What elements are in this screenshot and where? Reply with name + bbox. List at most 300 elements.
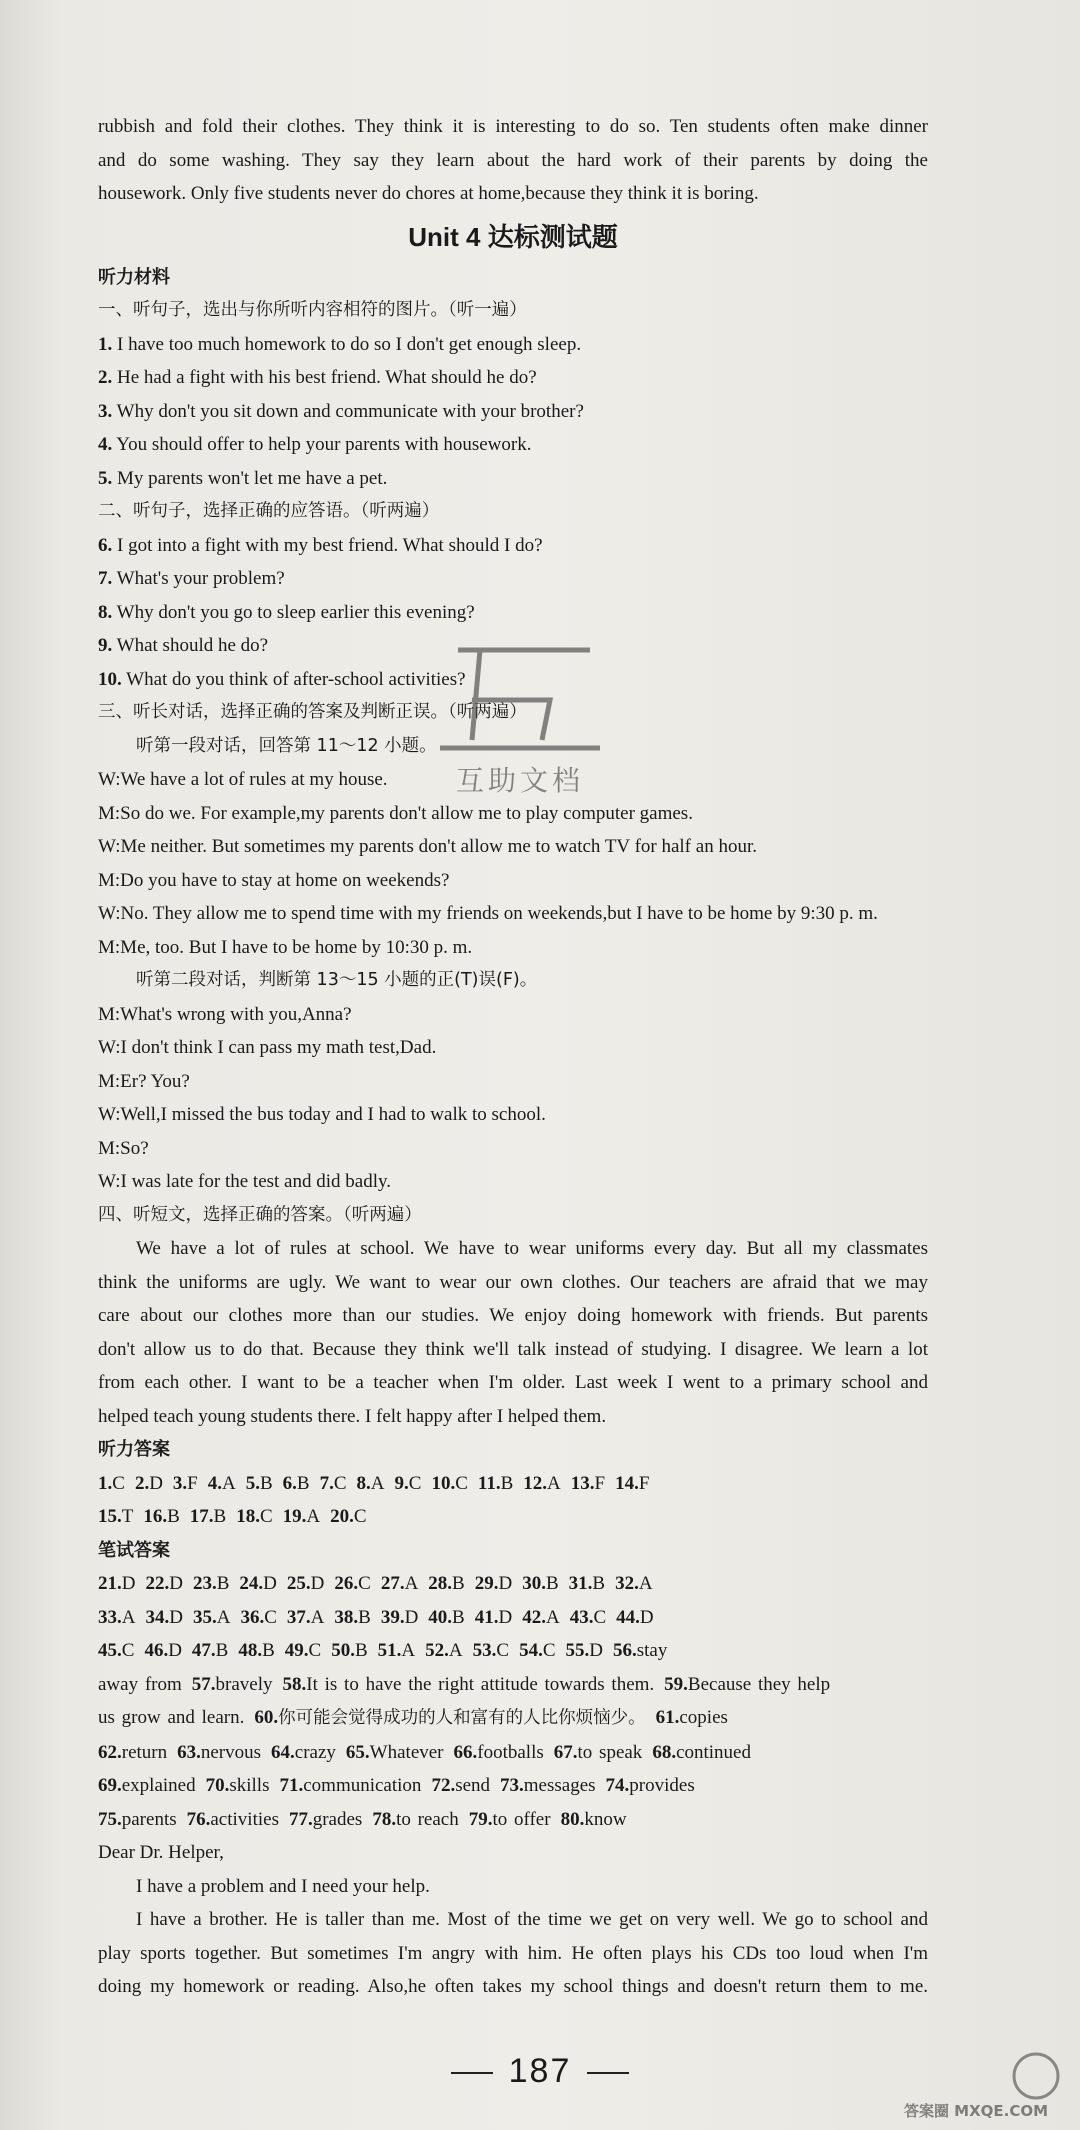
answer-number: 38. xyxy=(334,1606,359,1628)
answer-number: 44. xyxy=(616,1606,640,1628)
answer-item xyxy=(571,1473,605,1494)
list-item: 8. Why don't you go to sleep earlier this evening? xyxy=(98,601,475,623)
answer-number: 3. xyxy=(172,1472,188,1494)
answer-number: 48. xyxy=(238,1640,263,1661)
answer-value: B xyxy=(216,1573,230,1594)
answer-number: 62. xyxy=(98,1741,122,1763)
answer-value: A xyxy=(370,1472,385,1494)
answer-number: 40. xyxy=(428,1606,453,1628)
answer-item xyxy=(554,1742,643,1763)
answer-value: A xyxy=(448,1640,463,1661)
answer-number: 21. xyxy=(98,1573,122,1594)
answer-value: It is to have the right attitude towards them. xyxy=(306,1673,655,1695)
answer-item xyxy=(193,1573,229,1594)
answer-item xyxy=(428,1573,464,1594)
answer-value: C xyxy=(264,1606,277,1628)
answer-item xyxy=(98,1707,244,1728)
answer-item xyxy=(190,1506,226,1527)
answer-row xyxy=(98,1500,928,1534)
answer-value: to speak xyxy=(577,1741,643,1763)
answer-value: B xyxy=(354,1640,368,1661)
answer-row xyxy=(98,1769,928,1803)
answer-item xyxy=(613,1640,667,1661)
answer-number: 4. xyxy=(207,1472,222,1494)
answer-item xyxy=(431,1473,467,1494)
dialog-line: M:Do you have to stay at home on weekends? xyxy=(98,869,450,891)
answer-value: nervous xyxy=(200,1741,262,1763)
dialog-line: W:We have a lot of rules at my house. xyxy=(98,769,388,790)
answer-item xyxy=(454,1742,544,1763)
answer-item xyxy=(246,1473,273,1494)
answer-item xyxy=(98,1607,135,1628)
answer-value: A xyxy=(216,1606,231,1628)
answer-value: skills xyxy=(229,1775,270,1796)
answer-value: B xyxy=(259,1472,273,1494)
answer-item xyxy=(173,1473,198,1494)
passage-line: helped teach young students there. I felt happy after I helped them. xyxy=(98,1405,607,1427)
answer-value: know xyxy=(584,1808,627,1830)
dialog-line: M:Er? You? xyxy=(98,1070,190,1092)
answer-number: 41. xyxy=(474,1606,499,1628)
answer-value: send xyxy=(455,1775,491,1796)
answer-item xyxy=(238,1640,274,1661)
answer-item xyxy=(98,1742,167,1763)
answer-number: 39. xyxy=(380,1606,405,1628)
dialog-line: W:No. They allow me to spend time with my friends on weekends,but I have to be home by 9:30 p. m. xyxy=(98,903,878,924)
answer-row xyxy=(98,1701,928,1736)
list-item: 6. I got into a fight with my best friend. What should I do? xyxy=(98,534,543,556)
answer-value: footballs xyxy=(477,1741,544,1763)
answer-number: 77. xyxy=(288,1808,313,1830)
answer-number: 72. xyxy=(431,1775,456,1796)
intro-line-3: housework. Only five students never do chores at home,because they think it is boring. xyxy=(98,183,759,204)
answer-item xyxy=(240,1607,276,1628)
passage-line: from each other. I want to be a teacher when I'm older. Last week I went to a primary school and xyxy=(98,1372,928,1393)
answer-number: 43. xyxy=(569,1606,594,1628)
answer-item xyxy=(208,1473,236,1494)
list-item: 5. My parents won't let me have a pet. xyxy=(98,467,388,489)
answer-value: B xyxy=(452,1573,465,1594)
answer-value: T xyxy=(121,1506,134,1527)
answer-number: 66. xyxy=(453,1741,478,1763)
answer-number: 34. xyxy=(145,1606,170,1628)
answer-value: C xyxy=(112,1472,125,1494)
answer-item xyxy=(522,1607,559,1628)
answer-number: 30. xyxy=(522,1573,546,1594)
answer-number: 70. xyxy=(205,1775,230,1796)
answer-item xyxy=(381,1573,418,1594)
answer-item xyxy=(561,1809,627,1830)
answer-number: 73. xyxy=(500,1775,524,1796)
answer-row xyxy=(98,1567,928,1601)
answer-value: stay xyxy=(636,1640,668,1661)
answer-number: 7. xyxy=(319,1472,334,1494)
part4-heading: 四、听短文，选择正确的答案。（听两遍） xyxy=(98,1204,422,1225)
dialog-line: W:Well,I missed the bus today and I had to walk to school. xyxy=(98,1104,546,1125)
answer-number: 74. xyxy=(605,1775,630,1796)
answer-value: D xyxy=(149,1472,163,1494)
answer-item xyxy=(239,1573,276,1594)
answer-item xyxy=(145,1573,182,1594)
part2-heading: 二、听句子，选择正确的应答语。（听两遍） xyxy=(98,501,440,521)
footer-dash-left xyxy=(451,2072,493,2074)
answer-item xyxy=(478,1473,513,1494)
answer-item xyxy=(283,1506,320,1527)
answer-value: C xyxy=(121,1640,135,1661)
answer-value: D xyxy=(168,1640,182,1661)
answer-row xyxy=(98,1668,928,1702)
answer-value: A xyxy=(121,1606,136,1628)
answer-number: 42. xyxy=(522,1606,546,1628)
answer-value: grades xyxy=(312,1808,363,1830)
watermark-corner-text: 答案圈 MXQE.COM xyxy=(903,2102,1049,2120)
answer-value: A xyxy=(401,1640,416,1661)
answer-item xyxy=(381,1607,418,1628)
dialog-line: W:I was late for the test and did badly. xyxy=(98,1171,391,1192)
answer-item xyxy=(334,1607,370,1628)
answer-value: activities xyxy=(210,1808,279,1830)
letter-line: I have a brother. He is taller than me. Most of the time we get on very well. We go to school and xyxy=(136,1909,928,1930)
answer-item xyxy=(279,1775,421,1796)
dialog-line: M:So do we. For example,my parents don't allow me to play computer games. xyxy=(98,802,693,824)
dialog-line: M:Me, too. But I have to be home by 10:30 p. m. xyxy=(98,936,473,958)
answer-number: 50. xyxy=(331,1640,355,1661)
answer-value: A xyxy=(310,1606,325,1628)
answer-item xyxy=(206,1775,270,1796)
answer-number: 8. xyxy=(356,1472,371,1494)
answer-item xyxy=(192,1674,273,1695)
answer-item xyxy=(287,1573,324,1594)
intro-line-1: rubbish and fold their clothes. They think it is interesting to do so. Ten students often make dinner xyxy=(98,116,928,137)
answer-number: 13. xyxy=(570,1472,595,1494)
answer-item xyxy=(395,1473,422,1494)
answer-number: 23. xyxy=(192,1573,217,1594)
answer-number: 17. xyxy=(189,1506,214,1527)
answer-value: C xyxy=(408,1472,422,1494)
answer-number: 63. xyxy=(177,1741,201,1763)
answer-number: 78. xyxy=(372,1808,397,1830)
answer-number: 46. xyxy=(144,1640,169,1661)
answer-value: D xyxy=(404,1606,419,1628)
answer-row xyxy=(98,1467,928,1501)
answer-value: to reach xyxy=(396,1808,459,1830)
answer-number: 75. xyxy=(98,1808,122,1830)
answer-number: 54. xyxy=(519,1640,543,1661)
dialog-line: W:I don't think I can pass my math test,Dad. xyxy=(98,1037,437,1058)
answer-number: 28. xyxy=(428,1573,453,1594)
answer-number: 76. xyxy=(186,1808,211,1830)
part1-list xyxy=(98,328,928,496)
answer-value: C xyxy=(593,1606,607,1628)
part4-passage xyxy=(98,1232,928,1433)
answer-number: 2. xyxy=(134,1472,150,1494)
answer-value: B xyxy=(592,1573,606,1594)
answer-value: A xyxy=(638,1573,653,1594)
answer-value: bravely xyxy=(215,1673,273,1695)
answer-number: 61. xyxy=(655,1707,680,1728)
answer-item xyxy=(522,1573,558,1594)
answer-row xyxy=(98,1736,928,1770)
answer-value: communication xyxy=(303,1775,422,1796)
answer-value: B xyxy=(215,1640,229,1661)
answer-value: A xyxy=(222,1472,236,1494)
passage-line: care about our clothes more than our studies. We enjoy doing homework with friends. But parents xyxy=(98,1305,928,1326)
answer-value: D xyxy=(498,1606,513,1628)
answer-value: F xyxy=(187,1472,198,1494)
answer-number: 26. xyxy=(334,1573,359,1594)
dialog-line: W:Me neither. But sometimes my parents don't allow me to watch TV for half an hour. xyxy=(98,836,757,857)
section-heading-listening-answers: 听力答案 xyxy=(98,1439,170,1460)
answer-value: to offer xyxy=(492,1808,551,1830)
answer-number: 18. xyxy=(236,1506,260,1527)
answer-item xyxy=(500,1775,596,1796)
list-item: 1. I have too much homework to do so I don't get enough sleep. xyxy=(98,333,582,355)
answer-item xyxy=(475,1607,512,1628)
answer-number: 67. xyxy=(553,1741,578,1763)
section-heading-listening-material: 听力材料 xyxy=(98,266,170,288)
answer-item xyxy=(187,1809,279,1830)
answer-value: C xyxy=(496,1640,510,1661)
answer-value: continued xyxy=(676,1741,751,1763)
answer-item xyxy=(193,1607,230,1628)
answer-number: 51. xyxy=(377,1640,402,1661)
answer-item xyxy=(254,1707,645,1728)
answer-item xyxy=(334,1573,370,1594)
answer-value: C xyxy=(542,1640,556,1661)
answer-number: 9. xyxy=(394,1472,409,1494)
answer-number: 10. xyxy=(431,1472,456,1494)
answer-value: A xyxy=(545,1606,560,1628)
answer-item xyxy=(98,1473,125,1494)
watermark-stamp xyxy=(420,640,620,810)
answer-value: 你可能会觉得成功的人和富有的人比你烦恼少。 xyxy=(278,1708,646,1728)
answer-number: 20. xyxy=(330,1506,354,1527)
answer-item xyxy=(569,1573,605,1594)
answer-item xyxy=(98,1506,133,1527)
answer-item xyxy=(431,1775,490,1796)
dialog1-intro: 听第一段对话，回答第 11～12 小题。 xyxy=(136,735,437,756)
answer-row xyxy=(98,1601,928,1635)
dialog2-intro: 听第二段对话，判断第 13～15 小题的正(T)误(F)。 xyxy=(136,970,538,990)
answer-item xyxy=(98,1640,134,1661)
answer-item xyxy=(98,1573,135,1594)
answer-number: 65. xyxy=(345,1741,370,1763)
answer-item xyxy=(320,1473,347,1494)
list-item: 10. What do you think of after-school activities? xyxy=(98,668,466,690)
answer-value: C xyxy=(353,1506,367,1527)
answer-item xyxy=(425,1640,462,1661)
answer-item xyxy=(475,1573,512,1594)
written-answers xyxy=(98,1567,928,1836)
answer-item xyxy=(656,1707,728,1728)
answer-value: D xyxy=(310,1573,325,1594)
answer-number: 32. xyxy=(615,1573,639,1594)
answer-item xyxy=(287,1607,324,1628)
answer-item xyxy=(285,1640,321,1661)
answer-value: F xyxy=(638,1472,650,1494)
answer-number: 80. xyxy=(560,1808,585,1830)
answer-value: C xyxy=(455,1472,468,1494)
dialog-line: M:What's wrong with you,Anna? xyxy=(98,1003,352,1025)
answer-number: 79. xyxy=(468,1808,493,1830)
answer-number: 14. xyxy=(615,1472,639,1494)
answer-value: A xyxy=(547,1472,561,1494)
answer-value: D xyxy=(263,1573,277,1594)
list-item: 7. What's your problem? xyxy=(98,568,285,589)
answer-item xyxy=(98,1674,182,1695)
answer-value: provides xyxy=(629,1775,695,1796)
letter-line: play sports together. But sometimes I'm angry with him. He often plays his CDs too loud when I'm xyxy=(98,1942,928,1964)
answer-item xyxy=(615,1473,649,1494)
answer-item xyxy=(177,1742,261,1763)
answer-item xyxy=(606,1775,695,1796)
answer-value: A xyxy=(306,1506,321,1527)
answer-value: C xyxy=(358,1573,371,1594)
dialog2 xyxy=(98,998,928,1199)
answer-value: return xyxy=(121,1741,168,1763)
answer-item xyxy=(473,1640,509,1661)
answer-item xyxy=(135,1473,163,1494)
passage-line: don't allow us to do that. Because they think we'll talk instead of studying. I disagree. We learn a lot xyxy=(98,1338,928,1360)
answer-item xyxy=(98,1809,177,1830)
answer-item xyxy=(144,1640,181,1661)
answer-item xyxy=(469,1809,551,1830)
passage-line: think the uniforms are ugly. We want to wear our own clothes. Our teachers are afraid that we may xyxy=(98,1271,928,1293)
answer-number: 55. xyxy=(565,1640,590,1661)
answer-item xyxy=(331,1640,367,1661)
answer-number: 15. xyxy=(98,1506,122,1527)
answer-number: 5. xyxy=(245,1472,260,1494)
answer-value: crazy xyxy=(294,1741,336,1763)
watermark-stamp-text: 互助文档 xyxy=(455,764,585,797)
letter-line: I have a problem and I need your help. xyxy=(136,1875,430,1897)
answer-value: parents xyxy=(121,1808,177,1830)
answer-value: Because they help xyxy=(687,1673,831,1695)
answer-item xyxy=(283,1473,310,1494)
answer-number: 56. xyxy=(613,1640,637,1661)
answer-value: B xyxy=(262,1640,275,1661)
answer-row xyxy=(98,1634,928,1668)
answer-item xyxy=(283,1674,655,1695)
answer-value: B xyxy=(358,1606,371,1628)
answer-item xyxy=(570,1607,606,1628)
answer-number: 57. xyxy=(191,1673,216,1695)
answer-number: 22. xyxy=(145,1573,170,1594)
part1-heading: 一、听句子，选出与你所听内容相符的图片。（听一遍） xyxy=(98,300,527,320)
passage-line: We have a lot of rules at school. We have to wear uniforms every day. But all my classmates xyxy=(136,1238,928,1259)
answer-number: 49. xyxy=(284,1640,309,1661)
list-item: 3. Why don't you sit down and communicate with your brother? xyxy=(98,400,584,422)
answer-value: messages xyxy=(523,1775,596,1796)
answer-number: 6. xyxy=(282,1472,297,1494)
answer-value: C xyxy=(259,1506,273,1527)
answer-item xyxy=(566,1640,603,1661)
letter-salutation: Dear Dr. Helper, xyxy=(98,1842,224,1863)
answer-number: 19. xyxy=(282,1506,307,1527)
answer-number: 58. xyxy=(282,1673,307,1695)
answer-value: B xyxy=(296,1472,310,1494)
answer-number: 16. xyxy=(143,1506,168,1527)
watermark-corner xyxy=(886,2050,1066,2120)
answer-value: D xyxy=(169,1573,183,1594)
answer-value: C xyxy=(333,1472,347,1494)
answer-item xyxy=(236,1506,272,1527)
answer-value: F xyxy=(594,1472,606,1494)
answer-number: 69. xyxy=(98,1775,122,1796)
answer-number: 12. xyxy=(523,1472,548,1494)
answer-number: 52. xyxy=(425,1640,449,1661)
answer-value: copies xyxy=(679,1707,728,1728)
answer-value: B xyxy=(545,1573,559,1594)
answer-number: 27. xyxy=(380,1573,405,1594)
answer-item xyxy=(428,1607,464,1628)
answer-row xyxy=(98,1803,928,1837)
answer-number: 24. xyxy=(239,1573,264,1594)
answer-item xyxy=(192,1640,228,1661)
answer-number: 71. xyxy=(279,1775,304,1796)
answer-value: D xyxy=(639,1606,654,1628)
answer-item xyxy=(378,1640,415,1661)
answer-value: B xyxy=(500,1472,514,1494)
answer-number: 64. xyxy=(271,1741,295,1763)
answer-value: A xyxy=(404,1573,419,1594)
answer-number: 29. xyxy=(474,1573,499,1594)
answer-item xyxy=(145,1607,182,1628)
answer-value: D xyxy=(169,1606,183,1628)
answer-number: 36. xyxy=(240,1606,265,1628)
answer-number: 31. xyxy=(568,1573,593,1594)
document-body xyxy=(98,110,928,2004)
answer-value: B xyxy=(213,1506,227,1527)
answer-number: 60. xyxy=(254,1707,279,1728)
list-item: 4. You should offer to help your parents with housework. xyxy=(98,434,532,455)
answer-number: 11. xyxy=(477,1472,501,1494)
answer-item xyxy=(664,1674,830,1695)
answer-item xyxy=(652,1742,751,1763)
answer-item xyxy=(616,1607,653,1628)
answer-number: 35. xyxy=(192,1606,217,1628)
answer-item xyxy=(357,1473,385,1494)
answer-number: 25. xyxy=(286,1573,311,1594)
answer-value: Whatever xyxy=(369,1741,444,1763)
answer-value: B xyxy=(452,1606,465,1628)
answer-value: us grow and learn. xyxy=(98,1707,245,1728)
answer-number: 59. xyxy=(664,1673,688,1695)
answer-value: D xyxy=(589,1640,603,1661)
intro-line-2: and do some washing. They say they learn about the hard work of their parents by doing the xyxy=(98,149,928,171)
page-title: Unit 4 达标测试题 xyxy=(408,221,618,252)
page-number: 187 xyxy=(508,2052,572,2090)
answer-item xyxy=(346,1742,444,1763)
answer-item xyxy=(523,1473,560,1494)
answer-number: 68. xyxy=(652,1741,677,1763)
answer-value: D xyxy=(121,1573,136,1594)
list-item: 9. What should he do? xyxy=(98,635,269,656)
answer-value: C xyxy=(308,1640,322,1661)
answer-item xyxy=(143,1506,179,1527)
answer-item xyxy=(98,1775,196,1796)
answer-number: 37. xyxy=(286,1606,311,1628)
answer-value: away from xyxy=(98,1673,182,1695)
answer-item xyxy=(271,1742,336,1763)
listening-answers xyxy=(98,1467,928,1534)
answer-number: 1. xyxy=(98,1472,113,1494)
answer-item xyxy=(289,1809,362,1830)
section-heading-written-answers: 笔试答案 xyxy=(98,1539,170,1561)
answer-number: 47. xyxy=(191,1640,216,1661)
part3-heading: 三、听长对话，选择正确的答案及判断正误。（听两遍） xyxy=(98,702,527,722)
answer-item xyxy=(372,1809,458,1830)
